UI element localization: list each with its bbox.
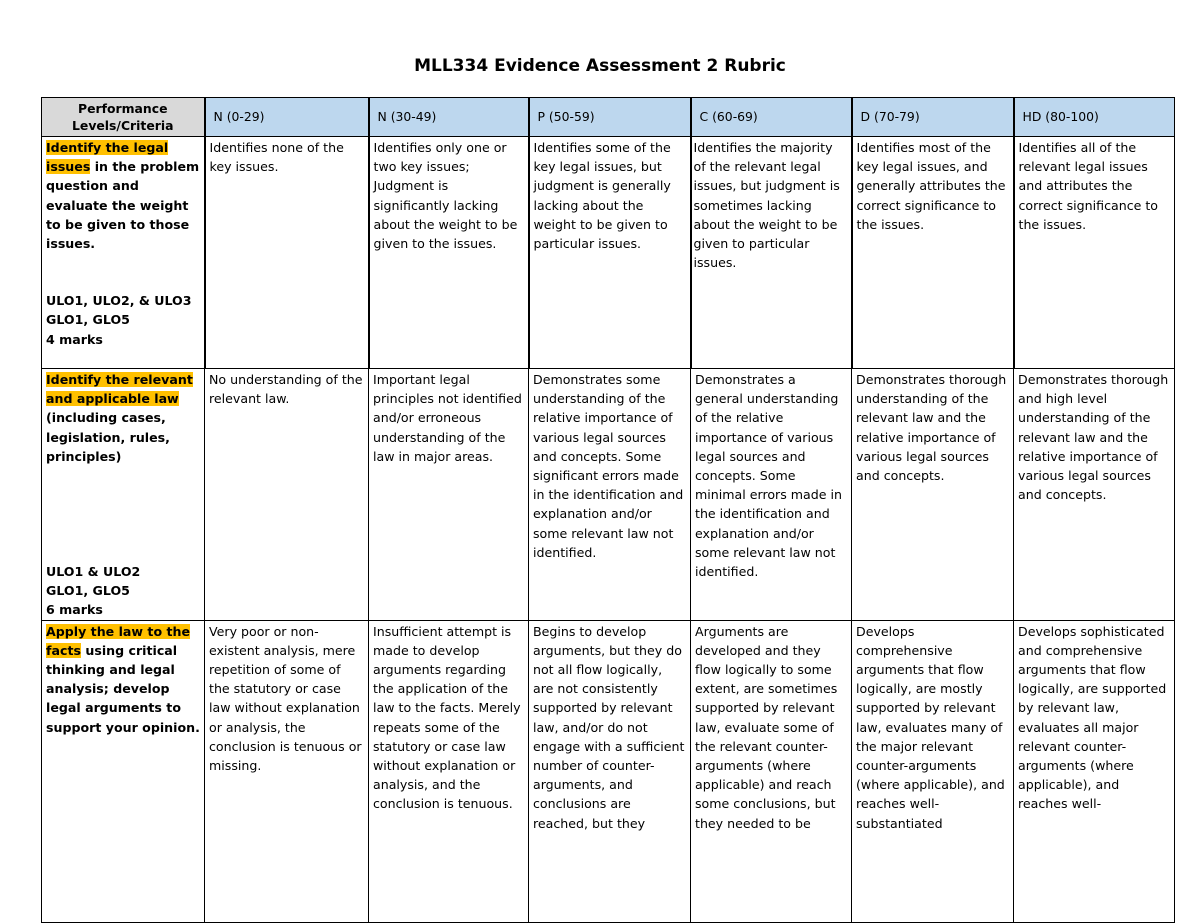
header-row <box>42 98 1175 137</box>
criterion-cell <box>42 369 205 621</box>
descriptor-cell: Identifies the majority of the relevant legal issues, but judgment is sometimes lacking about the weight to be given to particular issues. <box>691 137 852 369</box>
level-header: P (50-59) <box>529 98 691 137</box>
descriptor-cell: Begins to develop arguments, but they do not all flow logically, are not consistently supported by relevant law, and/or do not engage with a sufficient number of counter-arguments, and conclusions are reached, but they <box>529 620 691 922</box>
level-header: C (60-69) <box>691 98 852 137</box>
descriptor-cell: Identifies only one or two key issues; Judgment is significantly lacking about the weight to be given to the issues. <box>369 137 529 369</box>
descriptor-cell: Develops comprehensive arguments that flow logically, are mostly supported by relevant law, evaluates many of the major relevant counter-arguments (where applicable), and reaches well-substantiated <box>852 620 1014 922</box>
descriptor-cell: Identifies some of the key legal issues, but judgment is generally lacking about the weight to be given to particular issues. <box>529 137 691 369</box>
descriptor-cell: Identifies none of the key issues. <box>205 137 369 369</box>
criterion-text <box>46 370 200 466</box>
descriptor-cell: Important legal principles not identified and/or erroneous understanding of the law in major areas. <box>369 369 529 621</box>
criterion-description: using critical thinking and legal analysis; develop legal arguments to support your opinion. <box>46 642 200 735</box>
rubric-table <box>41 97 1175 923</box>
descriptor-cell: Demonstrates thorough understanding of the relevant law and the relative importance of various legal sources and concepts. <box>852 369 1014 621</box>
criterion-cell <box>42 620 205 922</box>
criterion-text <box>46 622 200 737</box>
criterion-text <box>46 138 200 253</box>
criterion-cell <box>42 137 205 369</box>
criterion-highlight: Identify the relevant and applicable law <box>46 372 193 407</box>
descriptor-cell: No understanding of the relevant law. <box>205 369 369 621</box>
descriptor-cell: Identifies most of the key legal issues, and generally attributes the correct significance to the issues. <box>852 137 1014 369</box>
level-header: N (30-49) <box>369 98 529 137</box>
descriptor-cell: Demonstrates a general understanding of the relative importance of various legal sources and concepts. Some minimal errors made in the identification and explanation and/or some relevant law not identified. <box>691 369 852 621</box>
criterion-description: (including cases, legislation, rules, principles) <box>46 410 170 464</box>
level-header: HD (80-100) <box>1014 98 1175 137</box>
table-row <box>42 369 1175 621</box>
descriptor-cell: Demonstrates thorough and high level understanding of the relevant law and the relative importance of various legal sources and concepts. <box>1014 369 1175 621</box>
descriptor-cell: Very poor or non-existent analysis, mere repetition of some of the statutory or case law without explanation or analysis, the conclusion is tenuous or missing. <box>205 620 369 922</box>
descriptor-cell: Arguments are developed and they flow logically to some extent, are sometimes supported by relevant law, evaluate some of the relevant counter-arguments (where applicable) and reach some conclusions, but they needed to be <box>691 620 852 922</box>
descriptor-cell: Insufficient attempt is made to develop arguments regarding the application of the law to the facts. Merely repeats some of the statutory or case law without explanation or analysis, and the conclusion is tenuous. <box>369 620 529 922</box>
document-title: MLL334 Evidence Assessment 2 Rubric <box>414 56 786 76</box>
criterion-codes: ULO1, ULO2, & ULO3 GLO1, GLO5 4 marks <box>46 293 192 347</box>
table-row <box>42 620 1175 922</box>
corner-header: Performance Levels/Criteria <box>42 98 205 137</box>
criterion-highlight: Identify the legal issues <box>46 140 169 175</box>
level-header: N (0-29) <box>205 98 369 137</box>
descriptor-cell: Demonstrates some understanding of the relative importance of various legal sources and concepts. Some significant errors made in the identification and explanation and/or some relevant law not identified. <box>529 369 691 621</box>
descriptor-cell: Identifies all of the relevant legal issues and attributes the correct significance to the issues. <box>1014 137 1175 369</box>
descriptor-cell: Develops sophisticated and comprehensive arguments that flow logically, are supported by relevant law, evaluates all major relevant counter-arguments (where applicable), and reaches well- <box>1014 620 1175 922</box>
table-row <box>42 137 1175 369</box>
criterion-codes: ULO1 & ULO2 GLO1, GLO5 6 marks <box>46 564 141 618</box>
criterion-highlight: Apply the law to the facts <box>46 623 191 658</box>
level-header: D (70-79) <box>852 98 1014 137</box>
criterion-description: in the problem question and evaluate the weight to be given to those issues. <box>46 159 200 252</box>
